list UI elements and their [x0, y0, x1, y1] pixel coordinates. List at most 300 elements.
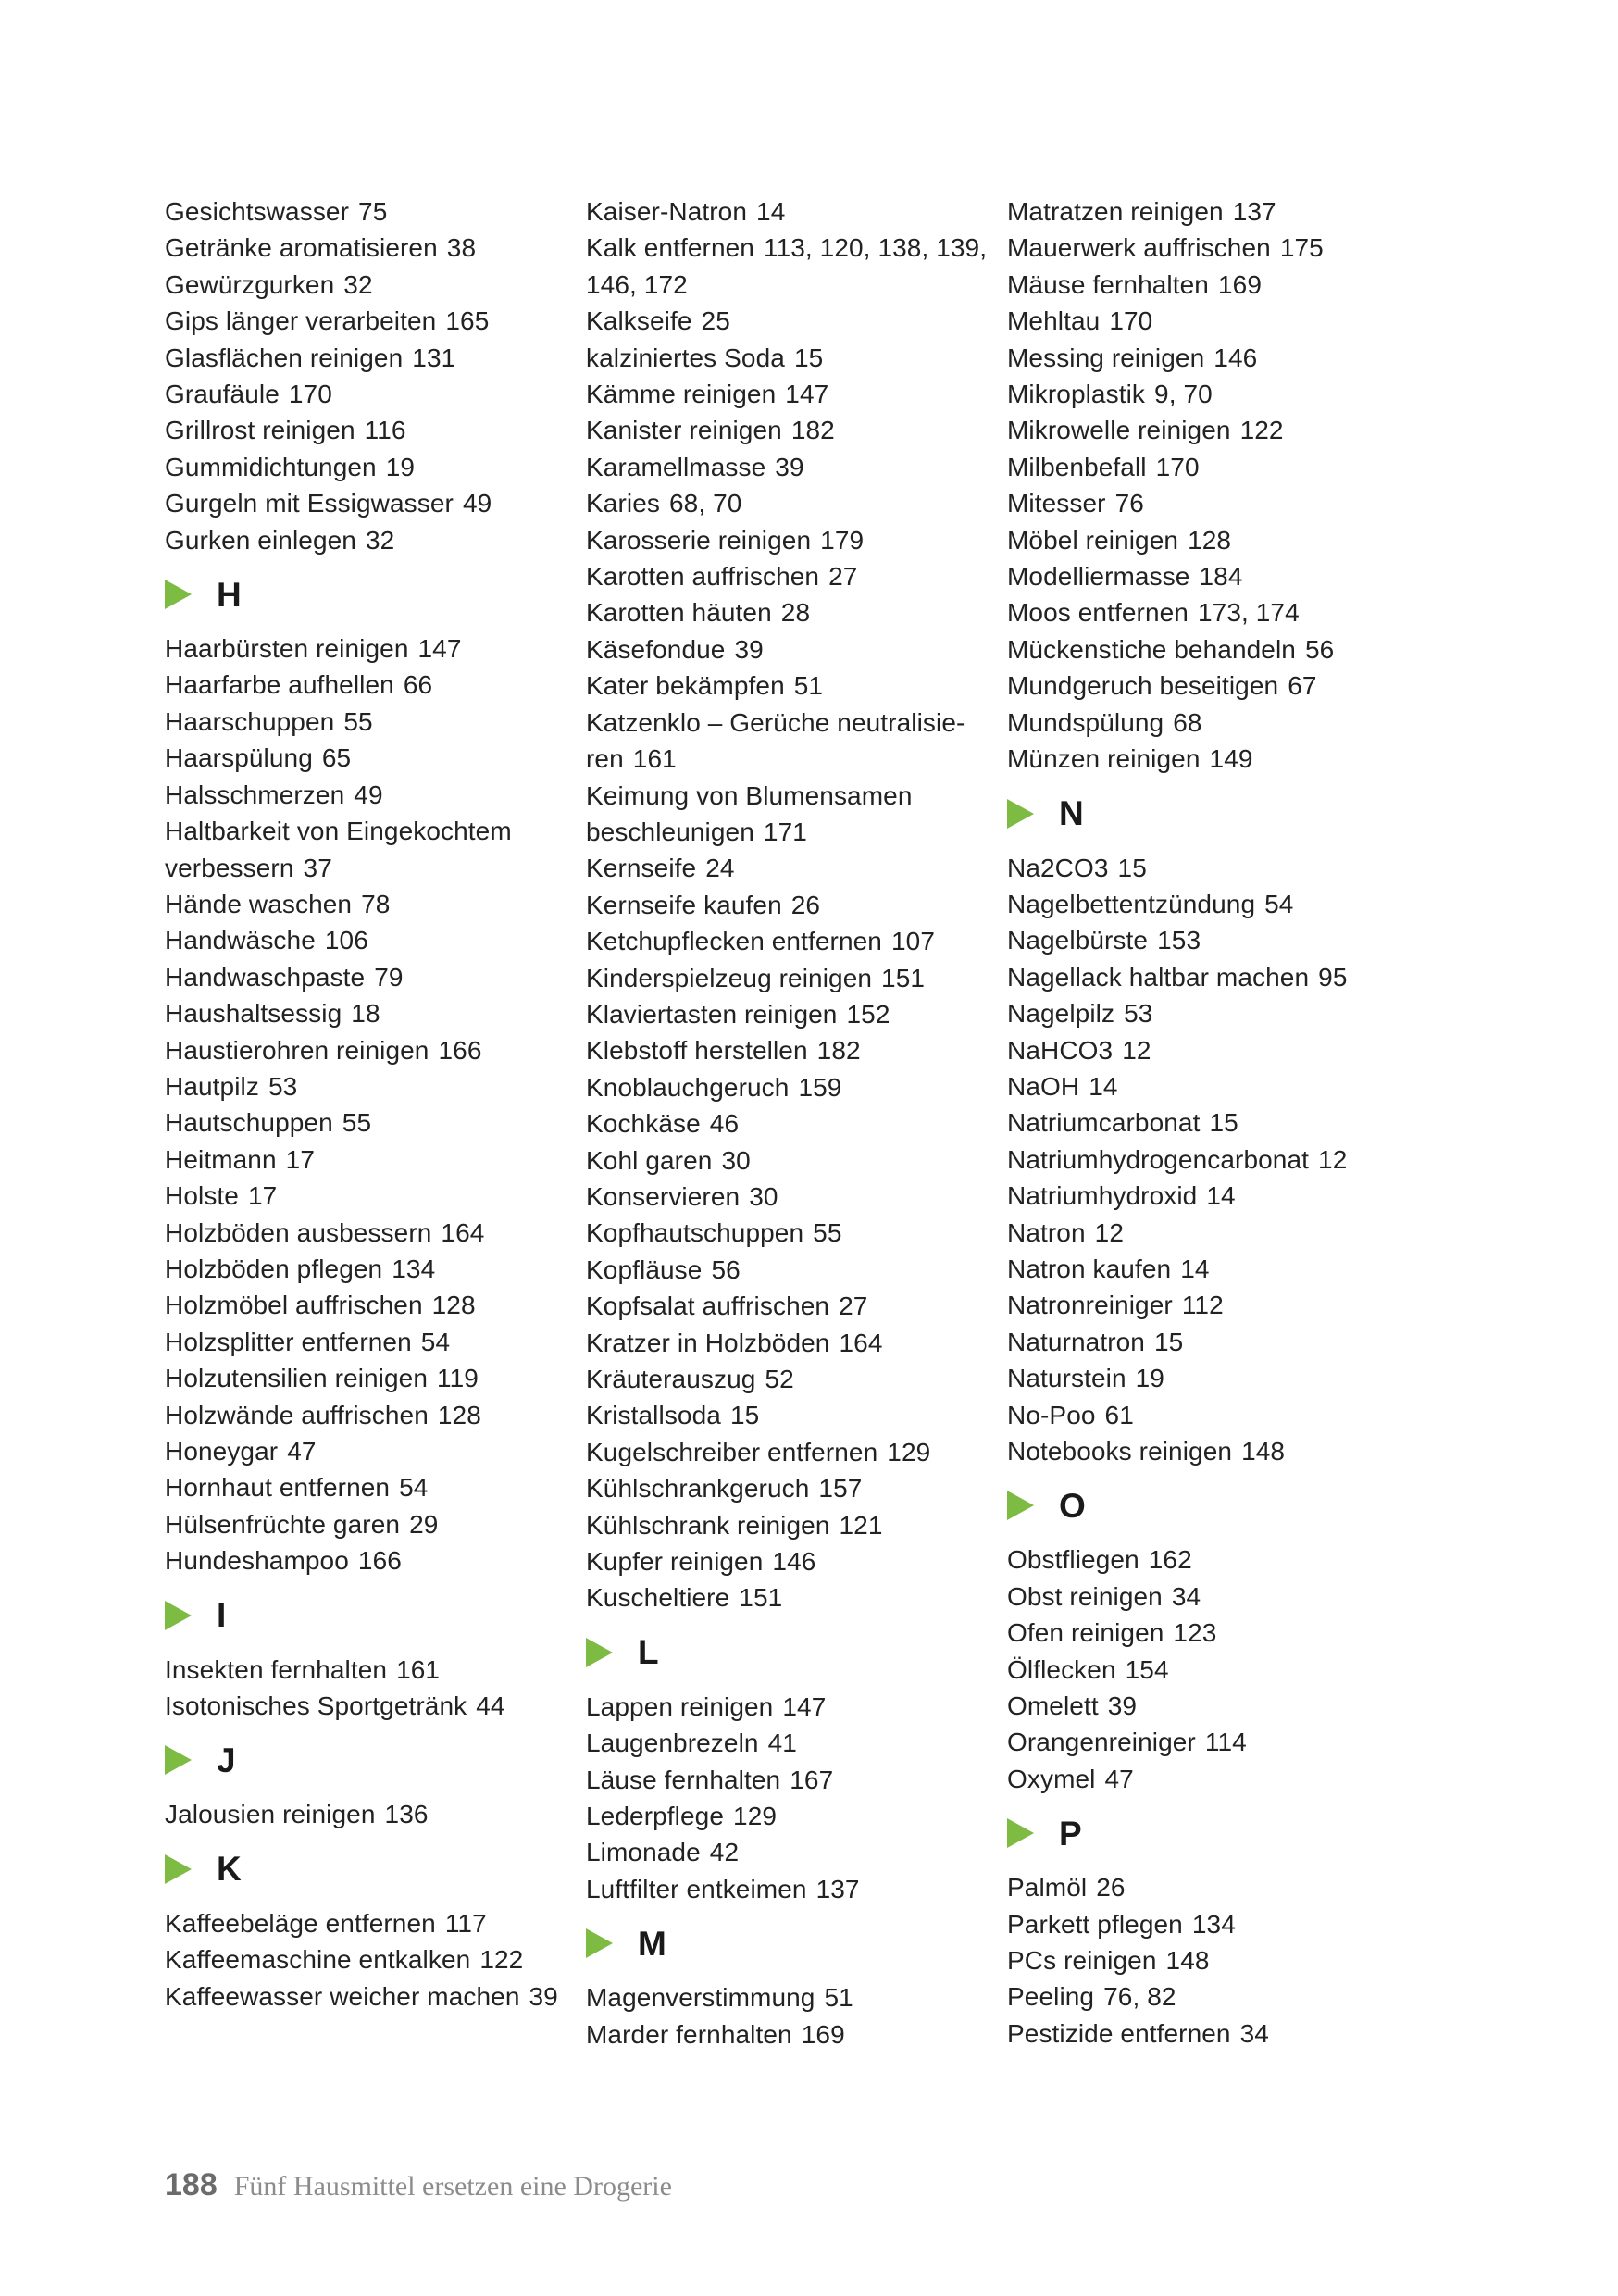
index-term: Kräuterauszug	[586, 1365, 756, 1393]
index-page-numbers: 165	[445, 306, 490, 336]
section-heading	[165, 1735, 591, 1785]
index-entry	[165, 193, 591, 230]
index-entry	[165, 813, 591, 886]
index-entry	[586, 705, 1012, 778]
index-page-numbers: 173, 174	[1197, 598, 1300, 628]
index-entry	[1007, 449, 1433, 485]
index-term: Haarschuppen	[165, 706, 335, 736]
index-page-numbers: 151	[881, 963, 926, 992]
index-page-numbers: 54	[1264, 889, 1294, 918]
index-page-numbers: 39	[734, 634, 764, 664]
index-term: Klaviertasten reinigen	[586, 999, 838, 1029]
index-term: Heitmann	[165, 1144, 277, 1174]
index-page-numbers: 167	[790, 1765, 834, 1794]
index-term: Lappen reinigen	[586, 1691, 774, 1721]
index-page-numbers: 147	[782, 1691, 827, 1721]
index-page-numbers: 39	[775, 452, 804, 481]
index-term: Kaffeebeläge entfernen	[165, 1908, 436, 1938]
index-entry	[165, 230, 591, 266]
index-term: Möbel reinigen	[1007, 525, 1179, 555]
index-term: Glasflächen reinigen	[165, 343, 404, 372]
index-page-numbers: 171	[763, 817, 807, 846]
index-page-numbers: 37	[303, 853, 332, 882]
index-page-numbers: 182	[816, 1036, 861, 1066]
index-entry	[165, 1324, 591, 1360]
index-page-numbers: 68	[1173, 707, 1202, 737]
index-term: Mehltau	[1007, 306, 1101, 336]
index-entry	[165, 1287, 591, 1323]
index-entry	[1007, 1761, 1433, 1797]
index-page-numbers: 14	[1206, 1181, 1236, 1211]
index-page-numbers: 15	[729, 1401, 760, 1430]
index-page-numbers: 159	[798, 1072, 842, 1102]
index-term: Jalousien reinigen	[165, 1800, 376, 1829]
index-page-numbers: 161	[632, 744, 677, 774]
index-page-numbers: 146	[1214, 343, 1258, 372]
index-page-numbers: 26	[790, 890, 821, 919]
index-page-numbers: 137	[1232, 197, 1276, 226]
index-term: Käsefondue	[586, 634, 726, 664]
index-entry	[1007, 631, 1433, 668]
section-heading	[165, 1844, 591, 1894]
index-page-numbers: 128	[1188, 525, 1232, 555]
section-letter: I	[217, 1596, 227, 1635]
index-entry	[1007, 1397, 1433, 1433]
index-page-numbers: 79	[374, 962, 404, 992]
index-term: Münzen reinigen	[1007, 744, 1201, 774]
index-entry	[586, 230, 1012, 303]
index-term: Keimung von Blumensamen beschleunigen	[586, 780, 913, 846]
index-entry	[1007, 485, 1433, 521]
index-term: Kristallsoda	[586, 1401, 721, 1430]
index-page-numbers: 182	[790, 416, 835, 445]
index-term: Honeygar	[165, 1437, 279, 1466]
index-entry	[1007, 522, 1433, 558]
index-entry	[586, 1252, 1012, 1288]
section-heading	[165, 1591, 591, 1641]
index-page-numbers: 65	[321, 743, 352, 773]
index-term: Na2CO3	[1007, 853, 1109, 882]
index-page-numbers: 170	[1109, 306, 1153, 336]
index-term: Haltbarkeit von Eingekochtem verbessern	[165, 817, 512, 882]
index-entry	[165, 485, 591, 521]
index-term: Laugenbrezeln	[586, 1728, 759, 1758]
index-term: Holzsplitter entfernen	[165, 1327, 412, 1356]
index-term: Mückenstiche behandeln	[1007, 634, 1296, 664]
index-term: Karamellmasse	[586, 452, 766, 481]
index-page-numbers: 164	[441, 1217, 485, 1247]
green-triangle-icon	[1007, 799, 1034, 829]
index-term: Nagellack haltbar machen	[1007, 962, 1310, 992]
index-entry	[1007, 412, 1433, 448]
index-term: Peeling	[1007, 1982, 1095, 2012]
index-page-numbers: 151	[739, 1583, 783, 1613]
index-page-numbers: 75	[358, 197, 388, 226]
index-entry	[586, 1288, 1012, 1324]
index-page-numbers: 147	[417, 634, 462, 664]
index-page-numbers: 28	[780, 598, 811, 628]
index-term: Getränke aromatisieren	[165, 233, 438, 263]
index-entry	[586, 1361, 1012, 1397]
index-page-numbers: 68, 70	[668, 489, 742, 518]
index-page-numbers: 170	[1155, 452, 1200, 481]
index-term: Magenverstimmung	[586, 1983, 815, 2013]
index-page-numbers: 42	[709, 1838, 740, 1867]
index-page-numbers: 55	[342, 1108, 372, 1138]
index-entry	[586, 923, 1012, 959]
index-term: Kochkäse	[586, 1109, 701, 1139]
index-page-numbers: 76	[1114, 489, 1144, 518]
index-page-numbers: 129	[733, 1802, 778, 1831]
index-page-numbers: 55	[343, 706, 373, 736]
index-term: Omelett	[1007, 1691, 1099, 1721]
index-page-numbers: 41	[767, 1728, 797, 1758]
index-term: Natriumhydrogencarbonat	[1007, 1144, 1310, 1174]
index-entry	[165, 704, 591, 740]
index-page-numbers: 121	[839, 1510, 883, 1540]
index-term: NaOH	[1007, 1071, 1080, 1101]
index-term: Holzwände auffrischen	[165, 1400, 429, 1429]
index-term: Kaffeewasser weicher machen	[165, 1981, 520, 2011]
index-entry	[165, 959, 591, 995]
index-page-numbers: 30	[749, 1181, 778, 1211]
section-letter: P	[1059, 1814, 1082, 1853]
index-page-numbers: 123	[1173, 1618, 1217, 1648]
index-entry	[1007, 1541, 1433, 1578]
index-entry	[586, 778, 1012, 851]
index-term: Handwäsche	[165, 926, 316, 955]
index-term: Mitesser	[1007, 489, 1106, 518]
section-heading	[1007, 789, 1433, 839]
index-entry	[165, 1978, 591, 2015]
index-term: Naturstein	[1007, 1364, 1126, 1393]
index-term: Kinderspielzeug reinigen	[586, 963, 873, 992]
index-term: Gurken einlegen	[165, 525, 356, 555]
index-term: Mäuse fernhalten	[1007, 269, 1209, 299]
index-page-numbers: 129	[887, 1437, 931, 1466]
index-page-numbers: 52	[765, 1365, 794, 1393]
index-entry	[1007, 303, 1433, 339]
index-page-numbers: 24	[705, 854, 735, 883]
index-entry	[586, 1032, 1012, 1068]
index-term: Hände waschen	[165, 889, 353, 918]
index-entry	[1007, 1942, 1433, 1978]
index-term: Hundeshampoo	[165, 1546, 349, 1576]
index-term: Haarbürsten reinigen	[165, 634, 409, 664]
green-triangle-icon	[165, 1745, 192, 1775]
index-term: Mundgeruch beseitigen	[1007, 671, 1279, 701]
index-page-numbers: 148	[1241, 1437, 1286, 1466]
index-term: Limonade	[586, 1838, 701, 1867]
index-entry	[586, 1179, 1012, 1215]
index-page-numbers: 12	[1122, 1035, 1151, 1065]
index-page-numbers: 76, 82	[1103, 1982, 1176, 2012]
section-letter: L	[638, 1633, 659, 1672]
index-term: Gesichtswasser	[165, 197, 350, 226]
index-term: Obstfliegen	[1007, 1545, 1139, 1575]
index-term: Katzenklo – Gerüche neutralisie-ren	[586, 707, 965, 774]
index-page-numbers: 112	[1181, 1291, 1224, 1320]
index-entry	[586, 485, 1012, 521]
index-term: Grillrost reinigen	[165, 416, 355, 445]
green-triangle-icon	[1007, 1491, 1034, 1520]
index-entry	[586, 1507, 1012, 1543]
index-page-numbers: 39	[529, 1981, 558, 2011]
index-entry	[586, 594, 1012, 630]
index-entry	[165, 995, 591, 1031]
index-term: Modelliermasse	[1007, 562, 1190, 592]
index-page-numbers: 54	[420, 1327, 451, 1356]
index-entry	[165, 412, 591, 448]
index-entry	[1007, 340, 1433, 376]
section-heading	[1007, 1808, 1433, 1858]
index-page-numbers: 32	[343, 269, 373, 299]
index-page-numbers: 12	[1094, 1217, 1125, 1247]
index-page-numbers: 56	[1304, 634, 1335, 664]
index-term: Graufäule	[165, 380, 280, 409]
index-term: Hautpilz	[165, 1071, 259, 1101]
index-page-numbers: 15	[1117, 853, 1147, 882]
index-entry	[165, 340, 591, 376]
index-entry	[1007, 1578, 1433, 1615]
index-term: Mundspülung	[1007, 707, 1164, 737]
index-term: Hautschuppen	[165, 1108, 333, 1138]
index-entry	[165, 1215, 591, 1251]
index-page-numbers: 78	[361, 889, 391, 918]
index-term: Karotten häuten	[586, 598, 772, 628]
index-entry	[1007, 922, 1433, 958]
index-entry	[165, 1905, 591, 1941]
index-page-numbers: 27	[839, 1292, 868, 1321]
index-term: Holzutensilien reinigen	[165, 1364, 429, 1393]
index-term: Gummidichtungen	[165, 452, 377, 481]
index-entry	[586, 1762, 1012, 1798]
index-page-numbers: 166	[357, 1546, 402, 1576]
index-entry	[1007, 1869, 1433, 1905]
index-entry	[165, 777, 591, 813]
index-term: Kugelschreiber entfernen	[586, 1437, 878, 1466]
index-entry	[1007, 1906, 1433, 1942]
index-page-numbers: 15	[793, 343, 824, 372]
index-entry	[586, 303, 1012, 339]
index-entry	[586, 2016, 1012, 2053]
index-entry	[165, 1542, 591, 1578]
index-term: NaHCO3	[1007, 1035, 1114, 1065]
green-triangle-icon	[586, 1928, 613, 1958]
index-page-numbers: 119	[437, 1364, 479, 1393]
index-entry	[586, 1871, 1012, 1907]
section-letter: M	[638, 1924, 666, 1963]
index-term: Kupfer reinigen	[586, 1547, 764, 1577]
index-page-numbers: 164	[839, 1328, 883, 1357]
index-term: Matratzen reinigen	[1007, 197, 1224, 226]
index-entry	[165, 1941, 591, 1978]
index-page-numbers: 128	[437, 1400, 481, 1429]
index-entry	[1007, 995, 1433, 1031]
index-term: Obst reinigen	[1007, 1581, 1163, 1611]
page-number: 188	[165, 2167, 218, 2202]
index-term: Gewürzgurken	[165, 269, 335, 299]
index-entry	[1007, 1068, 1433, 1104]
index-entry	[165, 1068, 591, 1104]
index-entry	[1007, 1433, 1433, 1469]
index-page-numbers: 19	[385, 452, 416, 481]
index-entry	[586, 668, 1012, 704]
index-term: Pestizide entfernen	[1007, 2018, 1231, 2048]
section-heading	[1007, 1480, 1433, 1530]
section-letter: N	[1059, 794, 1084, 832]
index-page-numbers: 162	[1148, 1545, 1192, 1575]
index-entry	[586, 193, 1012, 230]
index-page-numbers: 56	[711, 1254, 741, 1284]
index-term: Kratzer in Holzböden	[586, 1328, 830, 1357]
index-page-numbers: 15	[1209, 1108, 1238, 1138]
index-term: Kopfläuse	[586, 1254, 703, 1284]
index-page-numbers: 148	[1165, 1946, 1210, 1976]
index-term: Mauerwerk auffrischen	[1007, 233, 1271, 263]
index-page-numbers: 157	[818, 1474, 863, 1504]
index-page-numbers: 14	[756, 197, 786, 226]
index-page-numbers: 19	[1135, 1364, 1164, 1393]
index-entry	[165, 1506, 591, 1542]
index-entry	[1007, 886, 1433, 922]
index-term: Palmöl	[1007, 1873, 1088, 1903]
running-title: Fünf Hausmittel ersetzen eine Drogerie	[233, 2171, 672, 2202]
index-entry	[165, 303, 591, 339]
index-page-numbers: 146	[772, 1547, 816, 1577]
index-entry	[586, 1798, 1012, 1834]
index-entry	[1007, 1142, 1433, 1178]
index-term: Kater bekämpfen	[586, 671, 785, 701]
index-page-numbers: 12	[1318, 1144, 1348, 1174]
index-entry	[1007, 850, 1433, 886]
index-entry	[1007, 1724, 1433, 1760]
index-page-numbers: 95	[1318, 962, 1348, 992]
index-page-numbers: 106	[324, 926, 368, 955]
page-footer	[165, 2167, 672, 2203]
index-entry	[1007, 1652, 1433, 1688]
index-entry	[586, 850, 1012, 886]
index-entry	[165, 1796, 591, 1832]
index-entry	[586, 522, 1012, 558]
index-entry	[586, 1069, 1012, 1105]
index-page-numbers: 14	[1180, 1254, 1210, 1283]
index-page-numbers: 114	[1204, 1728, 1247, 1757]
index-entry	[586, 1689, 1012, 1725]
section-heading	[586, 1628, 1012, 1678]
index-page-numbers: 29	[409, 1509, 439, 1539]
index-entry	[1007, 594, 1433, 630]
index-term: Nagelbettentzündung	[1007, 889, 1256, 918]
index-term: Gips länger verarbeiten	[165, 306, 437, 336]
index-page-numbers: 117	[444, 1908, 487, 1938]
index-page-numbers: 128	[431, 1291, 476, 1320]
index-page-numbers: 134	[1191, 1909, 1236, 1939]
index-entry	[586, 996, 1012, 1032]
index-entry	[1007, 230, 1433, 266]
index-page-numbers: 154	[1125, 1654, 1169, 1684]
index-term: Lederpflege	[586, 1802, 725, 1831]
index-page-numbers: 153	[1157, 926, 1201, 955]
index-term: Notebooks reinigen	[1007, 1437, 1233, 1466]
index-term: Konservieren	[586, 1181, 741, 1211]
index-entry	[1007, 267, 1433, 303]
index-term: Handwaschpaste	[165, 962, 366, 992]
index-entry	[1007, 1104, 1433, 1141]
index-term: Knoblauchgeruch	[586, 1072, 790, 1102]
index-entry	[165, 1652, 591, 1688]
index-entry	[165, 1142, 591, 1178]
index-page-numbers: 44	[476, 1691, 505, 1721]
index-page-numbers: 107	[890, 927, 935, 956]
index-entry	[1007, 2015, 1433, 2052]
index-entry	[586, 412, 1012, 448]
index-term: Karotten auffrischen	[586, 562, 820, 592]
index-page-numbers: 131	[412, 343, 456, 372]
index-column-1	[165, 193, 591, 2015]
index-entry	[165, 449, 591, 485]
section-letter: H	[217, 575, 242, 614]
index-entry	[586, 1434, 1012, 1470]
index-page-numbers: 122	[1239, 416, 1284, 445]
index-entry	[165, 1469, 591, 1505]
index-term: Orangenreiniger	[1007, 1728, 1196, 1757]
index-entry	[586, 376, 1012, 412]
index-entry	[1007, 558, 1433, 594]
index-page-numbers: 175	[1279, 233, 1324, 263]
index-page-numbers: 46	[709, 1109, 740, 1139]
index-page-numbers: 14	[1089, 1071, 1118, 1101]
index-page-numbers: 32	[365, 525, 395, 555]
section-heading	[586, 1918, 1012, 1968]
index-entry	[165, 1433, 591, 1469]
index-term: Kanister reinigen	[586, 416, 782, 445]
index-term: Naturnatron	[1007, 1327, 1145, 1356]
index-term: Kohl garen	[586, 1145, 713, 1175]
index-term: Natronreiniger	[1007, 1291, 1173, 1320]
index-term: Luftfilter entkeimen	[586, 1874, 807, 1903]
index-term: Gurgeln mit Essigwasser	[165, 489, 454, 518]
index-entry	[586, 340, 1012, 376]
index-page-numbers: 26	[1096, 1873, 1126, 1903]
index-term: Parkett pflegen	[1007, 1909, 1183, 1939]
index-term: Kuscheltiere	[586, 1583, 730, 1613]
index-term: Klebstoff herstellen	[586, 1036, 808, 1066]
index-page-numbers: 170	[288, 380, 332, 409]
index-entry	[586, 1579, 1012, 1616]
index-entry	[1007, 1032, 1433, 1068]
green-triangle-icon	[165, 1854, 192, 1884]
index-entry	[586, 887, 1012, 923]
green-triangle-icon	[586, 1638, 613, 1667]
index-entry	[165, 1688, 591, 1724]
index-entry	[586, 631, 1012, 668]
index-entry	[165, 522, 591, 558]
index-entry	[165, 376, 591, 412]
index-entry	[165, 740, 591, 776]
index-term: Läuse fernhalten	[586, 1765, 781, 1794]
index-term: Holzböden ausbessern	[165, 1217, 432, 1247]
index-page-numbers: 51	[824, 1983, 853, 2013]
index-page-numbers: 18	[351, 999, 380, 1029]
index-page-numbers: 116	[364, 416, 406, 445]
index-term: Kaffeemaschine entkalken	[165, 1945, 471, 1975]
index-entry	[1007, 1360, 1433, 1396]
index-page-numbers: 39	[1107, 1691, 1138, 1721]
index-term: PCs reinigen	[1007, 1946, 1157, 1976]
index-entry	[586, 960, 1012, 996]
index-page-numbers: 147	[785, 380, 829, 409]
